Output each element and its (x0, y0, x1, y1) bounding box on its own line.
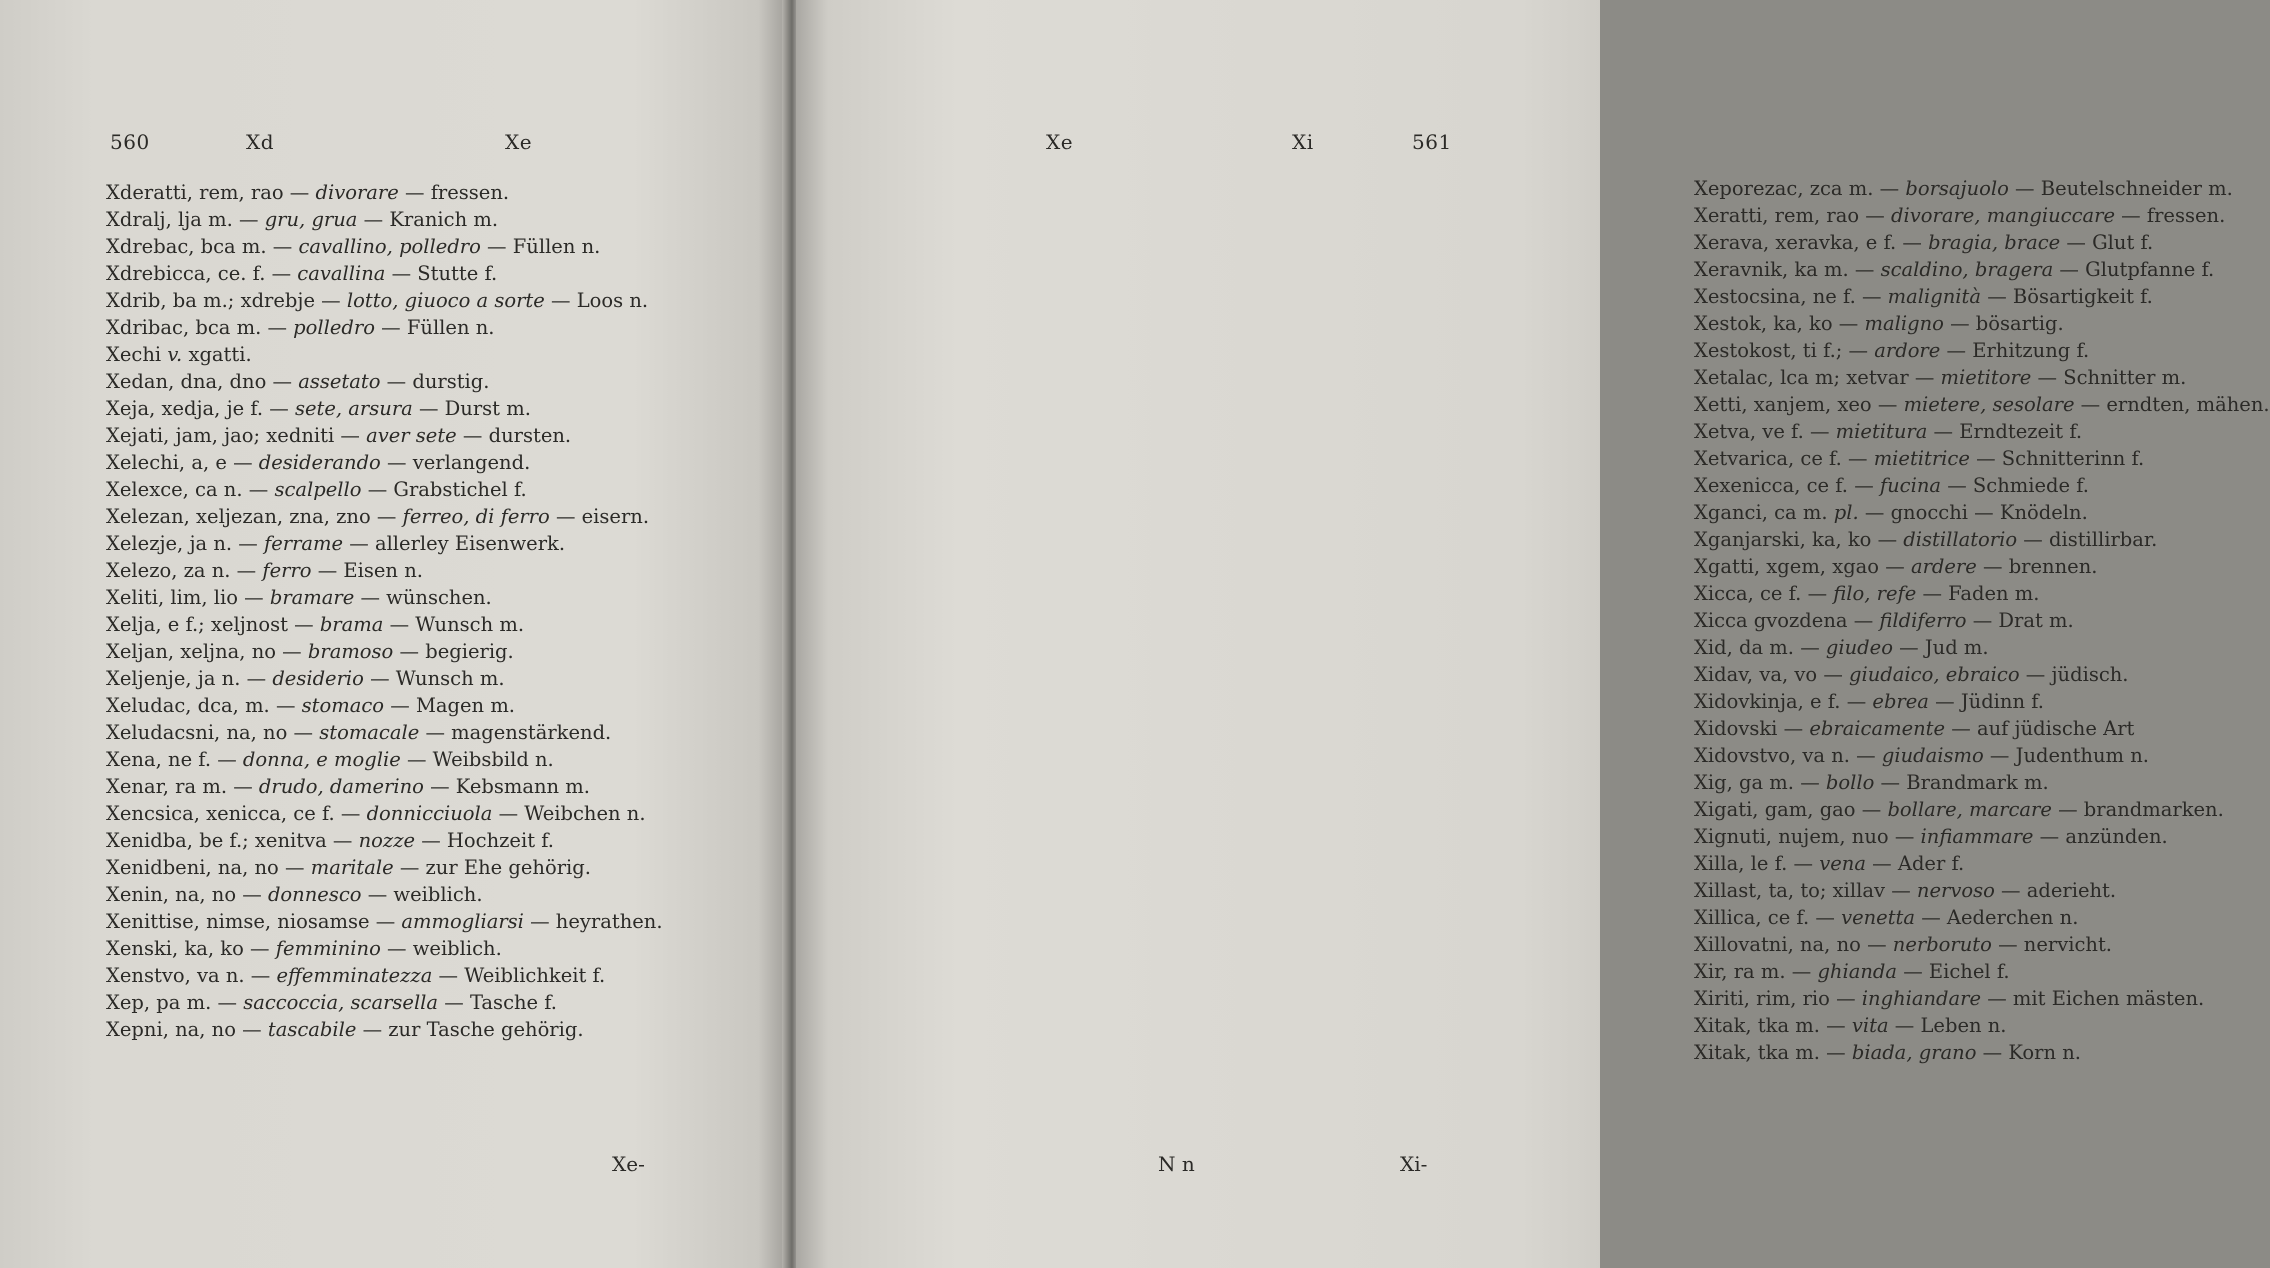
italian-gloss: ardere (1910, 555, 1977, 578)
dictionary-entry (106, 611, 766, 638)
page-number: 560 (110, 130, 150, 154)
italian-gloss: desiderio (272, 667, 364, 690)
headword: Xitak, tka m. — (1694, 1041, 1852, 1064)
running-head-center: Xe (505, 130, 533, 154)
german-gloss: — distillirbar. (2017, 528, 2158, 551)
german-gloss: — Ader f. (1865, 852, 1965, 875)
german-gloss: — fressen. (2114, 204, 2226, 227)
headword: Xganjarski, ka, ko — (1694, 528, 1904, 551)
italian-gloss: maligno (1864, 312, 1944, 335)
italian-gloss: brama (319, 613, 384, 636)
headword: Xetalac, lca m; xetvar — (1694, 366, 1941, 389)
dictionary-entry (106, 233, 766, 260)
italian-gloss: effemminatezza (276, 964, 433, 987)
dictionary-entry (1694, 283, 2264, 310)
dictionary-entry (1694, 931, 2264, 958)
dictionary-entry (1694, 1012, 2264, 1039)
german-gloss: — Füllen n. (374, 316, 495, 339)
headword: Xelezan, xeljezan, zna, zno — (106, 505, 403, 528)
italian-gloss: distillatorio (1903, 528, 2018, 551)
dictionary-entry (106, 989, 766, 1016)
italian-gloss: bollare, marcare (1887, 798, 2052, 821)
dictionary-entry (106, 746, 766, 773)
headword: Xestokost, ti f.; — (1694, 339, 1875, 362)
dictionary-entry (106, 449, 766, 476)
german-gloss: — Judenthum n. (1983, 744, 2149, 767)
italian-gloss: giudaismo (1881, 744, 1984, 767)
german-gloss: — Korn n. (1976, 1041, 2081, 1064)
italian-gloss: mietitrice (1873, 447, 1970, 470)
dictionary-entry (106, 827, 766, 854)
german-gloss: — zur Tasche gehörig. (356, 1018, 584, 1041)
dictionary-entry (1694, 715, 2264, 742)
italian-gloss: scalpello (274, 478, 362, 501)
german-gloss: — Beutelschneider m. (2008, 177, 2233, 200)
italian-gloss: saccoccia, scarsella (243, 991, 439, 1014)
italian-gloss: ferrame (263, 532, 344, 555)
german-gloss: — bösartig. (1943, 312, 2064, 335)
german-gloss: — Erndtezeit f. (1927, 420, 2083, 443)
headword: Xidovstvo, va n. — (1694, 744, 1882, 767)
italian-gloss: bramare (269, 586, 355, 609)
german-gloss: — Weibchen n. (492, 802, 646, 825)
german-gloss: — begierig. (393, 640, 514, 663)
dictionary-entry (1694, 958, 2264, 985)
headword: Xenin, na, no — (106, 883, 268, 906)
italian-gloss: mietitura (1835, 420, 1928, 443)
catchword: Xi- (1400, 1152, 1428, 1176)
dictionary-entry (106, 962, 766, 989)
german-gloss: — Glut f. (2060, 231, 2154, 254)
italian-gloss: donnicciuola (366, 802, 493, 825)
dictionary-entry (106, 935, 766, 962)
headword: Xestok, ka, ko — (1694, 312, 1865, 335)
headword: Xid, da m. — (1694, 636, 1826, 659)
italian-gloss: divorare (315, 181, 399, 204)
running-head-left: Xe (1046, 130, 1074, 154)
headword: Xidav, va, vo — (1694, 663, 1850, 686)
headword: Xdrib, ba m.; xdrebje — (106, 289, 347, 312)
headword: Xelja, e f.; xeljnost — (106, 613, 320, 636)
italian-gloss: tascabile (267, 1018, 357, 1041)
headword: Xestocsina, ne f. — (1694, 285, 1888, 308)
italian-gloss: desiderando (258, 451, 381, 474)
german-gloss: — Tasche f. (438, 991, 558, 1014)
italian-gloss: giudaico, ebraico (1849, 663, 2020, 686)
german-gloss: — Schnitterinn f. (1969, 447, 2145, 470)
german-gloss: — durstig. (380, 370, 490, 393)
dictionary-entry (106, 881, 766, 908)
dictionary-entry (106, 692, 766, 719)
italian-gloss: pl. (1833, 501, 1859, 524)
dictionary-entry (1694, 202, 2264, 229)
german-gloss: — Aederchen n. (1915, 906, 2079, 929)
dictionary-entry (106, 260, 766, 287)
german-gloss: — nervicht. (1991, 933, 2112, 956)
italian-gloss: aver sete (366, 424, 457, 447)
italian-gloss: bragia, brace (1928, 231, 2061, 254)
italian-gloss: giudeo (1825, 636, 1893, 659)
headword: Xencsica, xenicca, ce f. — (106, 802, 367, 825)
headword: Xenstvo, va n. — (106, 964, 277, 987)
italian-gloss: nozze (358, 829, 416, 852)
italian-gloss: nervoso (1916, 879, 1995, 902)
running-head-center: Xi (1292, 130, 1314, 154)
headword: Xicca, ce f. — (1694, 582, 1834, 605)
italian-gloss: borsajuolo (1905, 177, 2009, 200)
dictionary-entry (106, 422, 766, 449)
dictionary-entry (1694, 391, 2270, 418)
german-gloss: — Grabstichel f. (361, 478, 527, 501)
headword: Xidovkinja, e f. — (1694, 690, 1873, 713)
headword: Xdrebicca, ce. f. — (106, 262, 298, 285)
dictionary-entry (1694, 904, 2264, 931)
dictionary-entry (1694, 607, 2264, 634)
italian-gloss: fucina (1879, 474, 1942, 497)
headword: Xilla, le f. — (1694, 852, 1820, 875)
german-gloss: — jüdisch. (2019, 663, 2129, 686)
german-gloss: — Kranich m. (357, 208, 499, 231)
headword: Xetvarica, ce f. — (1694, 447, 1874, 470)
dictionary-entry (1694, 337, 2264, 364)
german-gloss: — Magen m. (384, 694, 516, 717)
dictionary-entry (1694, 472, 2264, 499)
dictionary-entry (106, 503, 766, 530)
german-gloss: — weiblich. (380, 937, 502, 960)
dictionary-entry (106, 584, 766, 611)
german-gloss: — Schnitter m. (2031, 366, 2187, 389)
german-gloss: — wünschen. (354, 586, 492, 609)
dictionary-entry (1694, 175, 2264, 202)
german-gloss: — Hochzeit f. (415, 829, 554, 852)
dictionary-entry (106, 557, 766, 584)
german-gloss: — Jud m. (1892, 636, 1989, 659)
dictionary-entry (106, 800, 766, 827)
headword: Xeja, xedja, je f. — (106, 397, 295, 420)
dictionary-entry (106, 206, 766, 233)
dictionary-entry (1694, 553, 2264, 580)
dictionary-entry (1694, 823, 2264, 850)
dictionary-entry (1694, 526, 2264, 553)
italian-gloss: bollo (1825, 771, 1875, 794)
headword: Xiriti, rim, rio — (1694, 987, 1862, 1010)
italian-gloss: vita (1851, 1014, 1889, 1037)
german-gloss: — brandmarken. (2051, 798, 2224, 821)
german-gloss: — Füllen n. (480, 235, 601, 258)
german-gloss: — Brandmark m. (1874, 771, 2049, 794)
dictionary-entry (106, 1016, 766, 1043)
italian-gloss: polledro (293, 316, 375, 339)
german-gloss: — Stutte f. (385, 262, 498, 285)
italian-gloss: cavallino, polledro (298, 235, 481, 258)
german-gloss: — Faden m. (1916, 582, 2040, 605)
headword: Xdralj, lja m. — (106, 208, 265, 231)
dictionary-entry (1694, 364, 2264, 391)
headword: Xeporezac, zca m. — (1694, 177, 1906, 200)
dictionary-entry (106, 368, 766, 395)
dictionary-entries (1694, 175, 2270, 1066)
german-gloss: — Durst m. (412, 397, 531, 420)
italian-gloss: cavallina (297, 262, 386, 285)
italian-gloss: malignità (1887, 285, 1982, 308)
italian-gloss: bramoso (307, 640, 394, 663)
italian-gloss: ghianda (1817, 960, 1898, 983)
dictionary-entries (106, 179, 766, 1043)
signature-mark: N n (1158, 1152, 1195, 1176)
headword: Xepni, na, no — (106, 1018, 268, 1041)
dictionary-entry (1694, 742, 2264, 769)
headword: Xep, pa m. — (106, 991, 244, 1014)
headword: Xigati, gam, gao — (1694, 798, 1888, 821)
right-page (796, 0, 2270, 1268)
german-gloss: — verlangend. (380, 451, 531, 474)
italian-gloss: ferro (262, 559, 312, 582)
headword: Xillica, ce f. — (1694, 906, 1842, 929)
headword: Xenar, ra m. — (106, 775, 259, 798)
dictionary-entry (1694, 688, 2264, 715)
catchword: Xe- (612, 1152, 645, 1176)
headword: Xdribac, bca m. — (106, 316, 294, 339)
headword: Xitak, tka m. — (1694, 1014, 1852, 1037)
italian-gloss: filo, refe (1833, 582, 1917, 605)
dictionary-entry (1694, 985, 2264, 1012)
german-gloss: — mit Eichen mästen. (1981, 987, 2205, 1010)
headword: Xedan, dna, dno — (106, 370, 299, 393)
italian-gloss: ferreo, di ferro (402, 505, 550, 528)
headword: Xignuti, nujem, nuo — (1694, 825, 1921, 848)
headword: Xelexce, ca n. — (106, 478, 275, 501)
italian-gloss: scaldino, bragera (1880, 258, 2054, 281)
italian-gloss: drudo, damerino (258, 775, 424, 798)
headword: Xgatti, xgem, xgao — (1694, 555, 1911, 578)
german-gloss: — Drat m. (1966, 609, 2074, 632)
headword: Xejati, jam, jao; xedniti — (106, 424, 367, 447)
german-gloss: — auf jüdische Art (1945, 717, 2135, 740)
dictionary-entry (106, 638, 766, 665)
german-gloss: — Kebsmann m. (423, 775, 590, 798)
dictionary-entry (1694, 634, 2264, 661)
dictionary-entry (106, 179, 766, 206)
headword: Xelezje, ja n. — (106, 532, 264, 555)
german-gloss: — erndten, mähen. (2074, 393, 2270, 416)
dictionary-entry (106, 530, 766, 557)
headword: Xena, ne f. — (106, 748, 243, 771)
left-page (0, 0, 790, 1268)
italian-gloss: v. (167, 343, 183, 366)
italian-gloss: gru, grua (264, 208, 358, 231)
italian-gloss: vena (1819, 852, 1866, 875)
italian-gloss: donnesco (267, 883, 362, 906)
italian-gloss: divorare, mangiuccare (1891, 204, 2115, 227)
headword: Xillovatni, na, no — (1694, 933, 1893, 956)
dictionary-entry (1694, 499, 2264, 526)
german-gloss: — weiblich. (361, 883, 483, 906)
german-gloss: — Loos n. (544, 289, 649, 312)
italian-gloss: stomacale (319, 721, 420, 744)
headword: Xeratti, rem, rao — (1694, 204, 1892, 227)
headword: Xeludacsni, na, no — (106, 721, 320, 744)
dictionary-entry (106, 908, 766, 935)
headword: Xir, ra m. — (1694, 960, 1818, 983)
german-gloss: — Leben n. (1888, 1014, 2007, 1037)
german-gloss: — magenstärkend. (419, 721, 612, 744)
italian-gloss: ebraicamente (1809, 717, 1946, 740)
dictionary-entry (1694, 418, 2264, 445)
dictionary-entry (106, 341, 766, 368)
headword: Xelechi, a, e — (106, 451, 259, 474)
italian-gloss: infiammare (1920, 825, 2034, 848)
german-gloss: — anzünden. (2033, 825, 2168, 848)
headword: Xeljan, xeljna, no — (106, 640, 308, 663)
german-gloss: — Schmiede f. (1941, 474, 2089, 497)
italian-gloss: mietitore (1940, 366, 2032, 389)
german-gloss: — zur Ehe gehörig. (393, 856, 591, 879)
german-gloss: — brennen. (1976, 555, 2098, 578)
headword: Xerava, xeravka, e f. — (1694, 231, 1929, 254)
italian-gloss: maritale (310, 856, 394, 879)
german-gloss: xgatti. (182, 343, 252, 366)
dictionary-entry (1694, 310, 2264, 337)
headword: Xidovski — (1694, 717, 1810, 740)
german-gloss: — aderieht. (1994, 879, 2117, 902)
dictionary-entry (1694, 445, 2264, 472)
italian-gloss: inghiandare (1861, 987, 1982, 1010)
german-gloss: — gnocchi — Knödeln. (1858, 501, 2088, 524)
dictionary-entry (1694, 256, 2264, 283)
headword: Xillast, ta, to; xillav — (1694, 879, 1917, 902)
headword: Xdrebac, bca m. — (106, 235, 299, 258)
german-gloss: — Erhitzung f. (1940, 339, 2090, 362)
dictionary-entry (106, 287, 766, 314)
dictionary-entry (1694, 796, 2264, 823)
german-gloss: — Eisen n. (311, 559, 423, 582)
headword: Xganci, ca m. (1694, 501, 1834, 524)
dictionary-entry (1694, 661, 2264, 688)
headword: Xechi (106, 343, 168, 366)
german-gloss: — eisern. (549, 505, 650, 528)
headword: Xetva, ve f. — (1694, 420, 1836, 443)
german-gloss: — Eichel f. (1897, 960, 2010, 983)
italian-gloss: lotto, giuoco a sorte (346, 289, 545, 312)
german-gloss: — Weibsbild n. (400, 748, 554, 771)
dictionary-entry (106, 719, 766, 746)
italian-gloss: donna, e moglie (242, 748, 401, 771)
german-gloss: — fressen. (398, 181, 510, 204)
running-head-left: Xd (246, 130, 275, 154)
german-gloss: — heyrathen. (523, 910, 663, 933)
german-gloss: — allerley Eisenwerk. (343, 532, 566, 555)
german-gloss: — Wunsch m. (383, 613, 525, 636)
dictionary-entry (1694, 850, 2264, 877)
dictionary-entry (106, 395, 766, 422)
german-gloss: — Jüdinn f. (1928, 690, 2044, 713)
headword: Xenidbeni, na, no — (106, 856, 311, 879)
dictionary-entry (106, 854, 766, 881)
italian-gloss: venetta (1841, 906, 1916, 929)
headword: Xeludac, dca, m. — (106, 694, 302, 717)
german-gloss: — Bösartigkeit f. (1981, 285, 2153, 308)
headword: Xelezo, za n. — (106, 559, 263, 582)
dictionary-entry (1694, 877, 2264, 904)
dictionary-entry (106, 314, 766, 341)
headword: Xeravnik, ka m. — (1694, 258, 1881, 281)
italian-gloss: nerboruto (1892, 933, 1992, 956)
german-gloss: — Glutpfanne f. (2053, 258, 2215, 281)
german-gloss: — Weiblichkeit f. (432, 964, 606, 987)
headword: Xig, ga m. — (1694, 771, 1826, 794)
german-gloss: — Wunsch m. (363, 667, 505, 690)
page-number: 561 (1412, 130, 1452, 154)
headword: Xenittise, nimse, niosamse — (106, 910, 402, 933)
italian-gloss: ardore (1874, 339, 1941, 362)
headword: Xenidba, be f.; xenitva — (106, 829, 359, 852)
italian-gloss: biada, grano (1851, 1041, 1977, 1064)
dictionary-entry (1694, 229, 2264, 256)
headword: Xenski, ka, ko — (106, 937, 276, 960)
headword: Xeliti, lim, lio — (106, 586, 270, 609)
italian-gloss: stomaco (301, 694, 385, 717)
italian-gloss: fildiferro (1879, 609, 1967, 632)
italian-gloss: femminino (275, 937, 381, 960)
dictionary-entry (1694, 1039, 2264, 1066)
headword: Xderatti, rem, rao — (106, 181, 316, 204)
headword: Xexenicca, ce f. — (1694, 474, 1880, 497)
german-gloss: — dursten. (456, 424, 572, 447)
dictionary-entry (1694, 769, 2264, 796)
italian-gloss: mietere, sesolare (1903, 393, 2075, 416)
headword: Xicca gvozdena — (1694, 609, 1880, 632)
headword: Xetti, xanjem, xeo — (1694, 393, 1904, 416)
dictionary-entry (1694, 580, 2264, 607)
italian-gloss: ebrea (1872, 690, 1929, 713)
headword: Xeljenje, ja n. — (106, 667, 273, 690)
italian-gloss: sete, arsura (294, 397, 413, 420)
dictionary-entry (106, 476, 766, 503)
dictionary-entry (106, 773, 766, 800)
italian-gloss: assetato (298, 370, 381, 393)
dictionary-entry (106, 665, 766, 692)
italian-gloss: ammogliarsi (401, 910, 524, 933)
